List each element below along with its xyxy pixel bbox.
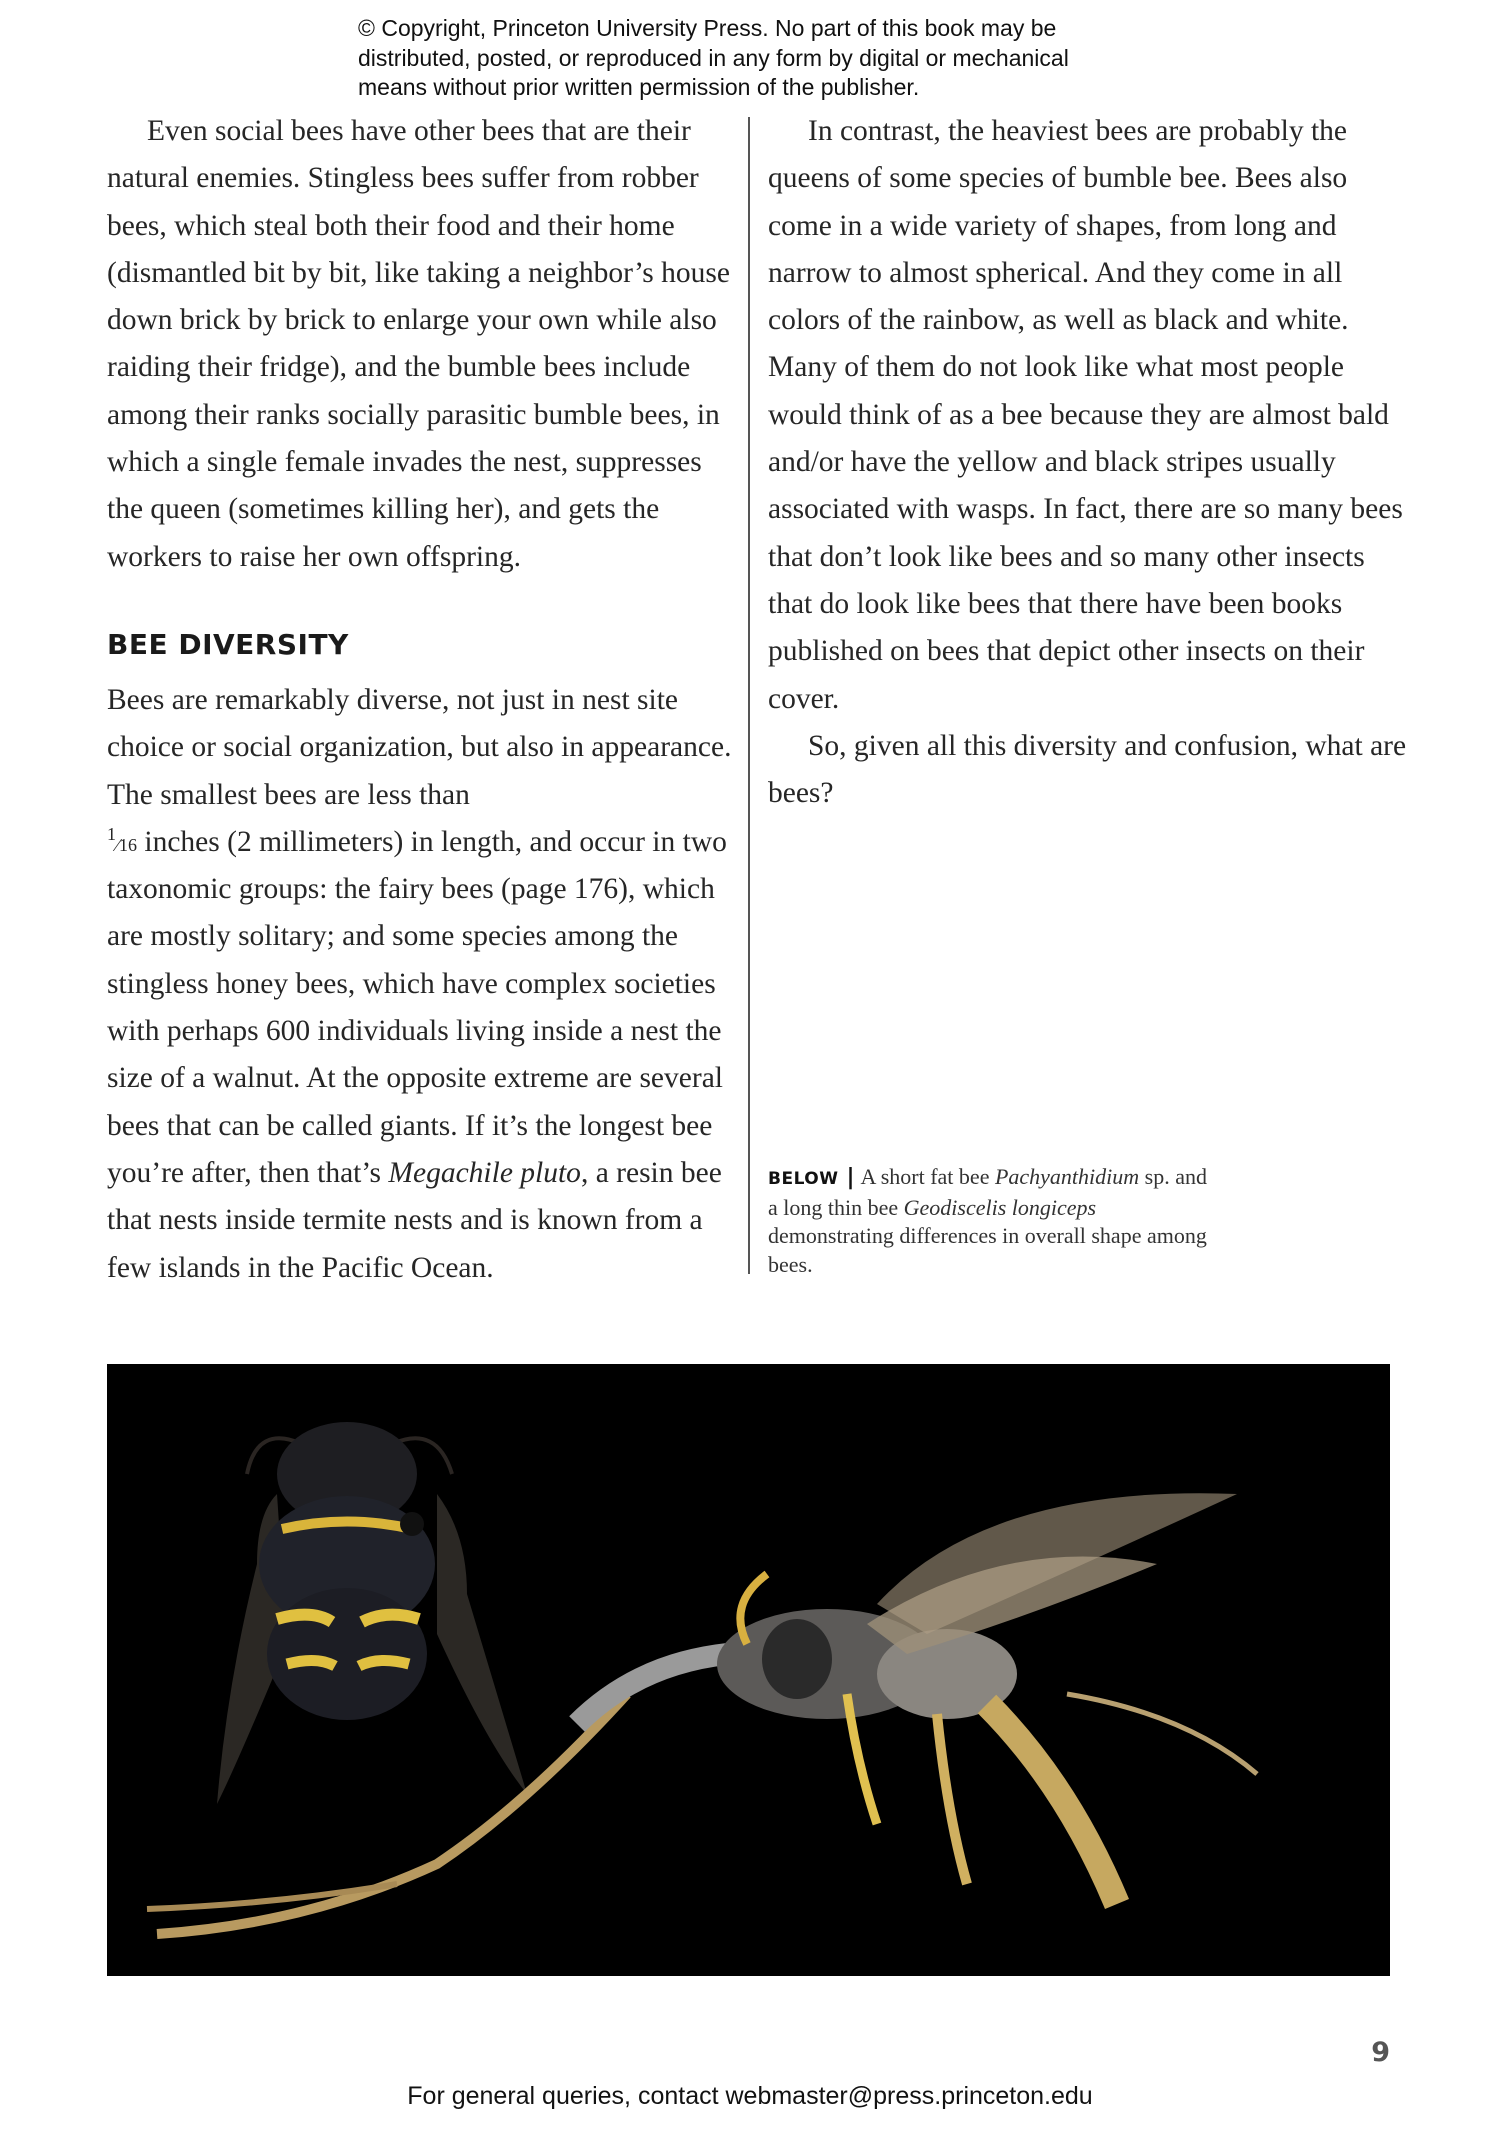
caption-text: sp. and a long thin bee [768,1164,1207,1220]
section-heading: BEE DIVERSITY [107,627,349,661]
right-column [768,108,1408,817]
copyright-notice [358,14,1178,103]
copyright-line: means without prior written permission of the publisher. [358,74,920,100]
caption-text: demonstrating differences in overall shape among bees. [768,1223,1207,1277]
copyright-line: distributed, posted, or reproduced in any form by digital or mechanical [358,44,1069,71]
paragraph-text: Bees are remarkably diverse, not just in nest site choice or social organization, but also in appearance. The smallest bees are less than [107,683,732,811]
body-paragraph: In contrast, the heaviest bees are probably the queens of some species of bumble bee. Bees also come in a wide variety of shapes, from long and narrow to almost spherical. And they come in all colors of the rainbow, as well as black and white. Many of them do not look like what most people would think of as a bee because they are almost bald and/or have the yellow and black stripes usually associated with wasps. In fact, there are so many bees that don’t look like bees and so many other insects that do look like bees that there have been books published on bees that depict other insects on their cover. [768,115,1403,715]
fraction-numerator: 1 [107,823,116,844]
footer-contact: For general queries, contact webmaster@press.princeton.edu [407,2082,1093,2110]
caption-separator: | [846,1165,855,1190]
species-name: Geodiscelis longiceps [903,1194,1097,1220]
paragraph-text: inches (2 millimeters) in length, and occur in two taxonomic groups: the fairy bees (page 176), which are mostly solitary; and some species among the stingless honey bees, which have complex societies with perhaps 600 individuals living inside a nest the size of a walnut. At the opposite extreme are several bees that can be called giants. If it’s the longest bee you’re after, then that’s [107,825,727,1189]
body-paragraph: So, given all this diversity and confusion, what are bees? [768,729,1407,810]
paragraph-text: , a resin bee that nests inside termite nests and is known from a few islands in the Pacific Ocean. [107,1156,722,1284]
body-paragraph: Even social bees have other bees that are their natural enemies. Stingless bees suffer from robber bees, which steal both their food and their home (dismantled bit by bit, like taking a neighbor’s house down brick by brick to enlarge your own while also raiding their fridge), and the bumble bees include among their ranks socially parasitic bumble bees, in which a single female invades the nest, suppresses the queen (sometimes killing her), and gets the workers to raise her own offspring. [107,115,730,573]
species-name: Megachile pluto [388,1156,581,1189]
bee-photograph [107,1364,1390,1976]
caption-text: A short fat bee [860,1164,995,1189]
fraction-denominator: ⁄16 [116,834,138,855]
left-column [107,108,737,1292]
figure-caption [768,1163,1208,1279]
page-number: 9 [1371,2037,1390,2068]
column-divider [748,117,750,1274]
body-paragraph [107,677,737,1292]
bee-illustration [107,1364,1390,1976]
copyright-line: © Copyright, Princeton University Press. No part of this book may be [358,15,1057,41]
species-name: Pachyanthidium [994,1164,1140,1189]
caption-label: BELOW [768,1169,839,1189]
